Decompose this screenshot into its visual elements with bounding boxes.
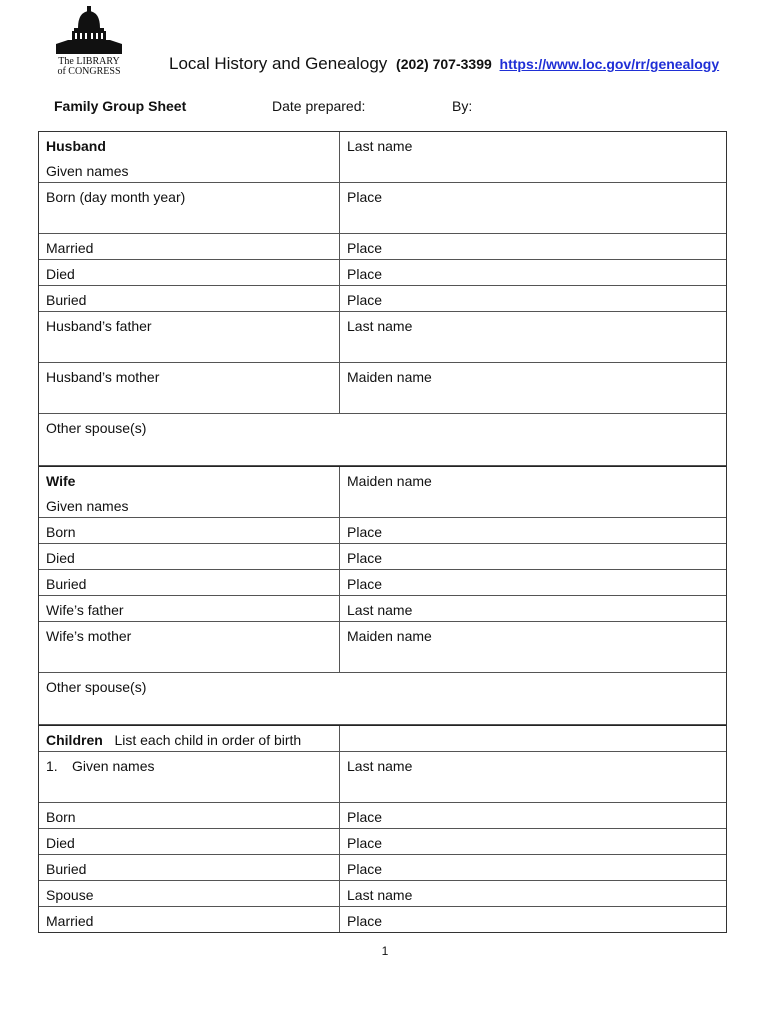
husband-mother-field[interactable] xyxy=(39,363,340,413)
wife-mother-field[interactable] xyxy=(39,622,340,672)
child-died-place-label: Place xyxy=(347,835,383,851)
wife-father-field[interactable] xyxy=(39,596,340,621)
husband-died-row xyxy=(39,260,726,286)
husband-married-label: Married xyxy=(46,240,94,256)
child-born-place-label: Place xyxy=(347,809,383,825)
child-1-married-row xyxy=(39,907,726,932)
husband-father-row xyxy=(39,312,726,363)
wife-buried-label: Buried xyxy=(46,576,87,592)
husband-buried-label: Buried xyxy=(46,292,87,308)
child-1-died-row xyxy=(39,829,726,855)
wife-father-label: Wife’s father xyxy=(46,602,124,618)
husband-given-names-label: Given names xyxy=(46,163,129,179)
wife-born-row xyxy=(39,518,726,544)
wife-born-place-label: Place xyxy=(347,524,383,540)
child-1-born-place-field[interactable] xyxy=(340,803,726,828)
child-1-last-name-field[interactable] xyxy=(340,752,726,802)
wife-other-spouses-row xyxy=(39,673,726,725)
logo-line-2: of CONGRESS xyxy=(57,66,121,77)
wife-mother-label: Wife’s mother xyxy=(46,628,132,644)
child-1-given-names-field[interactable] xyxy=(39,752,340,802)
husband-died-field[interactable] xyxy=(39,260,340,285)
date-prepared-label: Date prepared: xyxy=(272,98,366,114)
husband-born-row xyxy=(39,183,726,234)
wife-mother-row xyxy=(39,622,726,673)
header-title: Local History and Genealogy xyxy=(169,54,388,73)
page-header xyxy=(169,54,719,74)
husband-married-place-field[interactable] xyxy=(340,234,726,259)
husband-mother-label: Husband’s mother xyxy=(46,369,160,385)
child-married-place-label: Place xyxy=(347,913,383,929)
wife-father-row xyxy=(39,596,726,622)
wife-label: Wife xyxy=(46,473,76,489)
husband-father-last-name-field[interactable] xyxy=(340,312,726,362)
wife-buried-field[interactable] xyxy=(39,570,340,595)
wife-died-place-label: Place xyxy=(347,550,383,566)
wife-born-label: Born xyxy=(46,524,76,540)
wife-died-field[interactable] xyxy=(39,544,340,569)
children-header xyxy=(39,726,340,751)
wife-born-place-field[interactable] xyxy=(340,518,726,543)
page-number: 1 xyxy=(381,944,389,958)
child-1-born-row xyxy=(39,803,726,829)
child-1-born-field[interactable] xyxy=(39,803,340,828)
child-1-married-field[interactable] xyxy=(39,907,340,932)
husband-last-name-label: Last name xyxy=(347,138,413,154)
child-born-label: Born xyxy=(46,809,76,825)
wife-maiden-name-field[interactable] xyxy=(340,467,726,517)
child-1-spouse-row xyxy=(39,881,726,907)
child-buried-place-label: Place xyxy=(347,861,383,877)
husband-father-last-name-label: Last name xyxy=(347,318,413,334)
husband-buried-place-label: Place xyxy=(347,292,383,308)
child-1-died-field[interactable] xyxy=(39,829,340,854)
husband-mother-row xyxy=(39,363,726,414)
husband-married-place-label: Place xyxy=(347,240,383,256)
child-1-buried-row xyxy=(39,855,726,881)
wife-father-last-name-field[interactable] xyxy=(340,596,726,621)
by-label: By: xyxy=(452,98,473,114)
wife-father-last-name-label: Last name xyxy=(347,602,413,618)
child-1-married-place-field[interactable] xyxy=(340,907,726,932)
husband-name-row xyxy=(39,132,726,183)
child-1-spouse-field[interactable] xyxy=(39,881,340,906)
wife-buried-place-field[interactable] xyxy=(340,570,726,595)
husband-married-row xyxy=(39,234,726,260)
wife-born-field[interactable] xyxy=(39,518,340,543)
genealogy-link[interactable]: https://www.loc.gov/rr/genealogy xyxy=(499,56,720,72)
child-spouse-last-name-label: Last name xyxy=(347,887,413,903)
husband-died-label: Died xyxy=(46,266,75,282)
husband-other-spouses-row xyxy=(39,414,726,466)
children-instruction: List each child in order of birth xyxy=(114,732,302,748)
child-died-label: Died xyxy=(46,835,75,851)
husband-buried-place-field[interactable] xyxy=(340,286,726,311)
husband-last-name-field[interactable] xyxy=(340,132,726,182)
wife-other-spouses-field[interactable] xyxy=(39,673,726,724)
child-number: 1. xyxy=(46,758,58,774)
child-buried-label: Buried xyxy=(46,861,87,877)
child-1-spouse-last-name-field[interactable] xyxy=(340,881,726,906)
header-phone: (202) 707-3399 xyxy=(396,56,492,72)
wife-died-place-field[interactable] xyxy=(340,544,726,569)
wife-given-names-label: Given names xyxy=(46,498,129,514)
husband-buried-row xyxy=(39,286,726,312)
husband-died-place-field[interactable] xyxy=(340,260,726,285)
husband-other-spouses-field[interactable] xyxy=(39,414,726,465)
husband-died-place-label: Place xyxy=(347,266,383,282)
wife-mother-maiden-name-field[interactable] xyxy=(340,622,726,672)
husband-mother-maiden-name-label: Maiden name xyxy=(347,369,432,385)
wife-name-row xyxy=(39,466,726,518)
logo-line-1: The LIBRARY xyxy=(58,56,120,67)
child-1-buried-place-field[interactable] xyxy=(340,855,726,880)
child-1-died-place-field[interactable] xyxy=(340,829,726,854)
wife-maiden-name-label: Maiden name xyxy=(347,473,432,489)
family-group-form xyxy=(38,131,727,933)
husband-label: Husband xyxy=(46,138,106,154)
husband-born-field[interactable] xyxy=(39,183,340,233)
wife-died-row xyxy=(39,544,726,570)
children-header-row xyxy=(39,725,726,752)
child-1-name-row xyxy=(39,752,726,803)
children-header-blank xyxy=(340,726,726,751)
capitol-dome-icon xyxy=(54,6,124,56)
husband-born-label: Born (day month year) xyxy=(46,189,186,205)
sheet-title: Family Group Sheet xyxy=(54,98,187,114)
husband-buried-field[interactable] xyxy=(39,286,340,311)
husband-father-label: Husband’s father xyxy=(46,318,152,334)
children-label: Children xyxy=(46,732,103,748)
child-given-names-label: Given names xyxy=(72,758,155,774)
husband-father-field[interactable] xyxy=(39,312,340,362)
husband-born-place-label: Place xyxy=(347,189,383,205)
child-spouse-label: Spouse xyxy=(46,887,94,903)
library-of-congress-logo xyxy=(54,6,124,82)
wife-buried-place-label: Place xyxy=(347,576,383,592)
husband-born-place-field[interactable] xyxy=(340,183,726,233)
child-1-buried-field[interactable] xyxy=(39,855,340,880)
wife-other-spouses-label: Other spouse(s) xyxy=(46,679,147,695)
husband-other-spouses-label: Other spouse(s) xyxy=(46,420,147,436)
husband-given-names-field[interactable] xyxy=(39,132,340,182)
child-married-label: Married xyxy=(46,913,94,929)
child-last-name-label: Last name xyxy=(347,758,413,774)
husband-mother-maiden-name-field[interactable] xyxy=(340,363,726,413)
husband-married-field[interactable] xyxy=(39,234,340,259)
wife-given-names-field[interactable] xyxy=(39,467,340,517)
wife-buried-row xyxy=(39,570,726,596)
wife-died-label: Died xyxy=(46,550,75,566)
wife-mother-maiden-name-label: Maiden name xyxy=(347,628,432,644)
